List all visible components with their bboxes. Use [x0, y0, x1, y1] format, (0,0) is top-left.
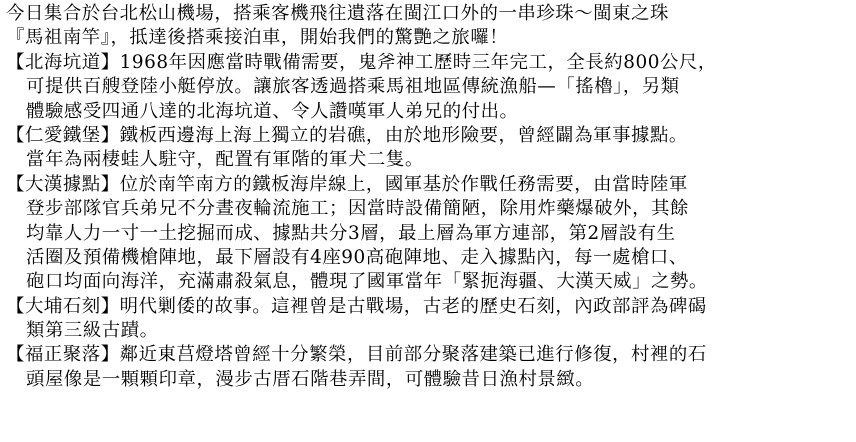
section-text-line: 可提供百艘登陸小艇停放。讓旅客透過搭乘馬祖地區傳統漁船—「搖櫓」，另類	[26, 76, 680, 98]
section-tag: 【大埔石刻】	[6, 295, 120, 317]
section-text-line: 登步部隊官兵弟兄不分晝夜輪流施工；因當時設備簡陋，除用炸藥爆破外，其餘	[26, 198, 689, 220]
section-tag: 【大漢據點】	[6, 173, 120, 195]
itinerary-document	[6, 2, 852, 392]
section-tag: 【北海坑道】	[6, 51, 120, 73]
section-renai-fort	[6, 124, 852, 148]
section-text-line: 當年為兩棲蛙人駐守，配置有軍階的軍犬二隻。	[26, 149, 424, 171]
section-beihai-tunnel	[6, 51, 852, 75]
section-fuzheng-village	[6, 343, 852, 367]
section-text: 鄰近東莒燈塔曾經十分繁榮，目前部分聚落建築已進行修復，村裡的石	[119, 344, 707, 366]
section-text-line: 類第三級古蹟。	[26, 320, 159, 342]
section-tag: 【福正聚落】	[6, 344, 120, 366]
intro-line: 『馬祖南竿』，抵達後搭乘接泊車，開始我們的驚艷之旅囉！	[6, 27, 509, 49]
intro-line: 今日集合於台北松山機場，搭乘客機飛往遺落在閩江口外的一串珍珠～閩東之珠	[6, 3, 669, 24]
section-text-line: 頭屋像是一顆顆印章，漫步古厝石階巷弄間，可體驗昔日漁村景緻。	[26, 368, 595, 390]
section-text: 明代剿倭的故事。這裡曾是古戰場，古老的歷史石刻，內政部評為碑碣	[119, 295, 707, 317]
section-text-line: 砲口均面向海洋，充滿肅殺氣息，體現了國軍當年「緊扼海疆、大漢天威」之勢。	[26, 271, 708, 293]
section-text: 鐵板西邊海上海上獨立的岩礁，由於地形險要，曾經闢為軍事據點。	[119, 124, 688, 146]
section-text: 位於南竿南方的鐵板海岸線上，國軍基於作戰任務需要，由當時陸軍	[119, 173, 688, 195]
section-dahan-stronghold	[6, 173, 852, 197]
section-text-line: 活圈及預備機槍陣地，最下層設有4座90高砲陣地、走入據點內，每一處槍口、	[26, 246, 688, 268]
section-tag: 【仁愛鐵堡】	[6, 124, 120, 146]
section-text-line: 均靠人力一寸一土挖掘而成、據點共分3層，最上層為軍方連部，第2層設有生	[26, 222, 676, 244]
section-text-line: 體驗感受四通八達的北海坑道、令人讚嘆軍人弟兄的付出。	[26, 100, 519, 122]
section-dapu-inscription	[6, 295, 852, 319]
section-text: 1968年因應當時戰備需要，鬼斧神工歷時三年完工，全長約800公尺，	[119, 51, 717, 73]
